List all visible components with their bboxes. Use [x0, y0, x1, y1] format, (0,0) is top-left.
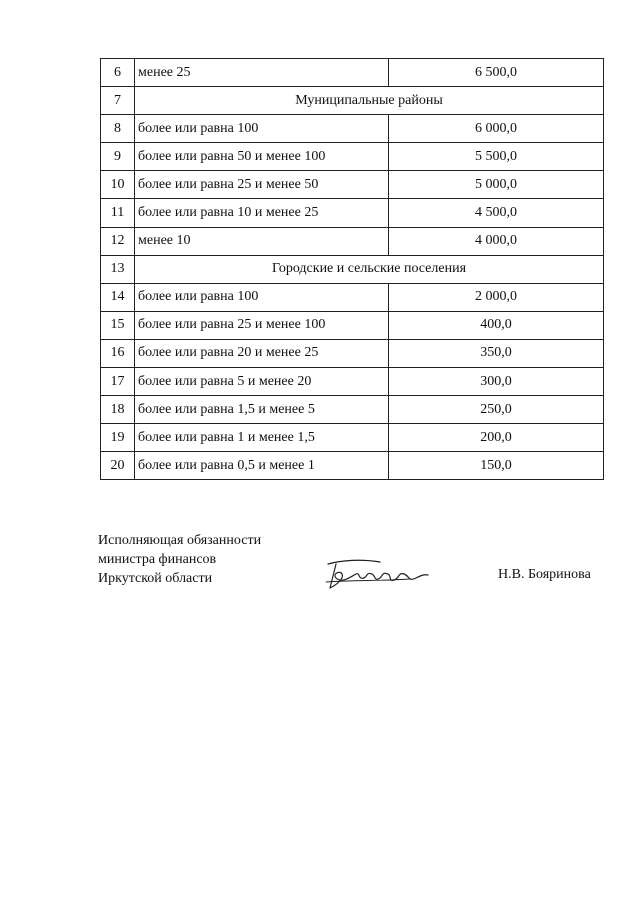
row-description: более или равна 5 и менее 20	[135, 368, 389, 396]
row-number: 17	[101, 368, 135, 396]
table-row	[101, 368, 604, 396]
row-number: 10	[101, 171, 135, 199]
row-description: более или равна 10 и менее 25	[135, 199, 389, 227]
table-section-row	[101, 255, 604, 283]
row-number: 13	[101, 255, 135, 283]
table-row	[101, 339, 604, 367]
row-amount: 5 000,0	[389, 171, 604, 199]
row-amount: 250,0	[389, 396, 604, 424]
row-number: 19	[101, 424, 135, 452]
table-row	[101, 424, 604, 452]
row-description: более или равна 100	[135, 115, 389, 143]
table-row	[101, 227, 604, 255]
row-description: более или равна 1,5 и менее 5	[135, 396, 389, 424]
signatory-title	[98, 531, 298, 588]
row-amount: 4 000,0	[389, 227, 604, 255]
row-amount: 4 500,0	[389, 199, 604, 227]
row-description: более или равна 20 и менее 25	[135, 339, 389, 367]
row-number: 15	[101, 311, 135, 339]
table-row	[101, 115, 604, 143]
allocation-table	[100, 58, 604, 480]
row-number: 9	[101, 143, 135, 171]
row-description: более или равна 25 и менее 50	[135, 171, 389, 199]
handwritten-signature	[322, 556, 432, 592]
row-number: 6	[101, 59, 135, 87]
row-description: более или равна 50 и менее 100	[135, 143, 389, 171]
row-description: более или равна 100	[135, 283, 389, 311]
row-amount: 6 500,0	[389, 59, 604, 87]
row-number: 20	[101, 452, 135, 480]
row-description: менее 25	[135, 59, 389, 87]
signatory-title-line: Иркутской области	[98, 571, 213, 586]
table-row	[101, 396, 604, 424]
row-description: более или равна 0,5 и менее 1	[135, 452, 389, 480]
signatory-title-line: министра финансов	[98, 552, 217, 567]
row-description: менее 10	[135, 227, 389, 255]
row-number: 12	[101, 227, 135, 255]
table-row	[101, 199, 604, 227]
row-number: 11	[101, 199, 135, 227]
section-heading: Городские и сельские поселения	[135, 255, 604, 283]
table-row	[101, 171, 604, 199]
row-number: 14	[101, 283, 135, 311]
row-number: 16	[101, 339, 135, 367]
row-amount: 400,0	[389, 311, 604, 339]
row-number: 18	[101, 396, 135, 424]
table-row	[101, 452, 604, 480]
signature-stroke	[328, 560, 428, 588]
row-amount: 2 000,0	[389, 283, 604, 311]
row-amount: 350,0	[389, 339, 604, 367]
row-amount: 300,0	[389, 368, 604, 396]
table-row	[101, 311, 604, 339]
row-amount: 200,0	[389, 424, 604, 452]
row-description: более или равна 25 и менее 100	[135, 311, 389, 339]
signatory-title-line: Исполняющая обязанности	[98, 533, 262, 548]
row-amount: 5 500,0	[389, 143, 604, 171]
table-row	[101, 283, 604, 311]
section-heading: Муниципальные районы	[135, 87, 604, 115]
row-description: более или равна 1 и менее 1,5	[135, 424, 389, 452]
table-row	[101, 143, 604, 171]
table-section-row	[101, 87, 604, 115]
row-number: 8	[101, 115, 135, 143]
row-amount: 6 000,0	[389, 115, 604, 143]
table-row	[101, 59, 604, 87]
signatory-name: Н.В. Бояринова	[498, 567, 591, 582]
row-number: 7	[101, 87, 135, 115]
row-amount: 150,0	[389, 452, 604, 480]
